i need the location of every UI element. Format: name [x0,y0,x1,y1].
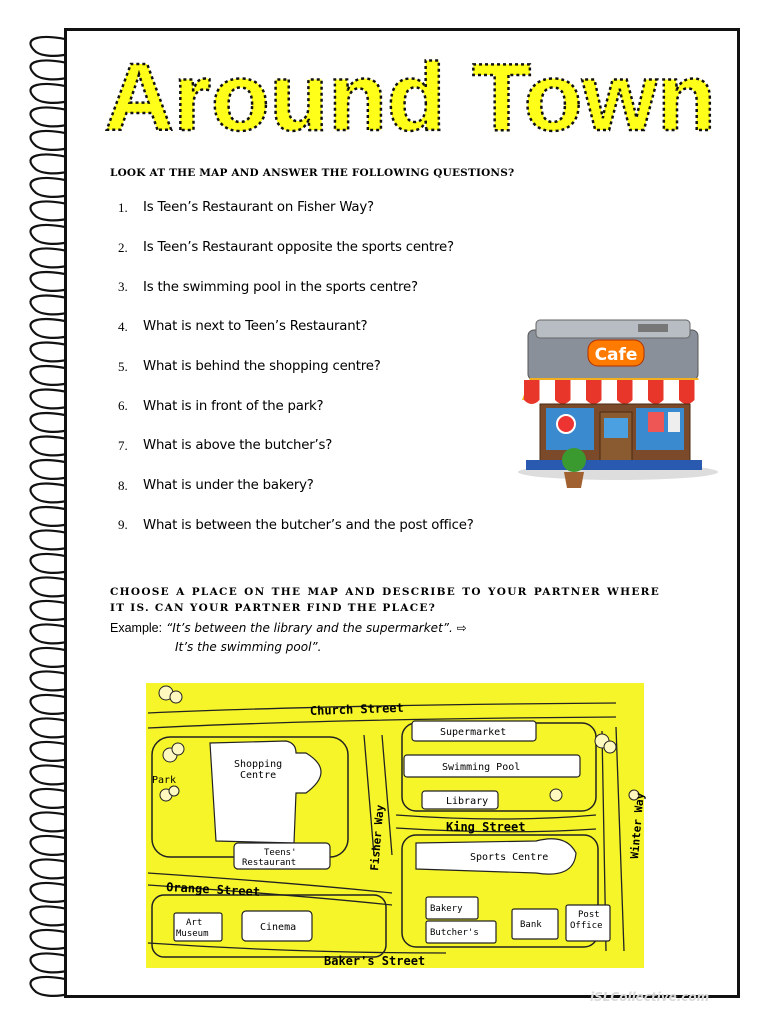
question-item [118,386,518,426]
question-item [118,466,518,506]
question-number: 1. [118,199,128,215]
cafe-illustration [508,300,720,498]
label-post-1: Post [578,910,600,920]
question-text: Is Teen’s Restaurant opposite the sports centre? [143,240,454,256]
question-item [118,307,518,347]
label-sports-centre: Sports Centre [470,852,549,863]
awning-stripe [571,380,587,404]
question-list [118,188,518,545]
awning-stripe [602,380,618,404]
town-map [146,683,647,968]
question-number: 3. [118,279,128,295]
question-item [118,267,518,307]
instruction-describe: CHOOSE A PLACE ON THE MAP AND DESCRIBE TO YOUR PARTNER WHERE IT IS. CAN YOUR PARTNER FIND THE PLACE? [110,586,660,614]
awning-stripe [664,380,680,404]
awning-stripe [679,380,695,404]
awning-stripe [586,380,602,404]
question-item [118,347,518,387]
awning-stripe [555,380,571,404]
label-shopping-1: Shopping [234,759,283,770]
watermark: iSLCollective.com [590,990,710,1004]
label-bank: Bank [520,920,542,930]
awning-stripe [540,380,556,404]
question-text: Is the swimming pool in the sports centre? [143,279,418,295]
label-teens-1: Teens' [264,848,297,858]
label-art-2: Museum [176,929,209,939]
question-item [118,426,518,466]
question-number: 6. [118,398,128,414]
awning-stripe [617,380,633,404]
label-art-1: Art [186,918,203,928]
label-church-street: Church Street [309,700,404,718]
question-number: 4. [118,318,128,334]
question-text: What is above the butcher’s? [143,438,333,454]
question-number: 2. [118,239,128,255]
label-teens-2: Restaurant [242,858,297,868]
question-text: What is between the butcher’s and the post office? [143,517,474,533]
instruction-questions: LOOK AT THE MAP AND ANSWER THE FOLLOWING QUESTIONS? [110,167,515,179]
title-text: Around Town [104,44,716,151]
question-item [118,188,518,228]
question-text: What is under the bakery? [143,478,314,494]
cafe-sign: Cafe [594,345,638,365]
example-text-1: “It’s between the library and the supermarket”. ⇨ [166,621,467,635]
question-text: What is in front of the park? [143,398,324,414]
label-bakery: Bakery [430,904,463,914]
example-text-2: It’s the swimming pool”. [175,640,322,654]
question-item [118,506,518,546]
question-text: What is next to Teen’s Restaurant? [143,319,368,335]
label-park: Park [152,775,177,786]
awning-stripe [695,380,711,404]
question-number: 9. [118,517,128,533]
example-label: Example: [110,621,163,635]
question-text: Is Teen’s Restaurant on Fisher Way? [143,200,374,216]
label-fisher-way: Fisher Way [368,804,387,872]
page-title [104,38,716,158]
label-supermarket: Supermarket [440,727,507,738]
question-text: What is behind the shopping centre? [143,359,381,375]
awning-stripe [648,380,664,404]
label-king-street: King Street [446,820,526,834]
question-number: 7. [118,437,128,453]
question-item [118,228,518,268]
label-butchers: Butcher's [430,928,479,938]
label-library: Library [446,796,489,807]
label-cinema: Cinema [260,922,297,933]
awning-stripe [524,380,540,404]
label-orange-street: Orange Street [165,880,261,899]
example-line-1 [110,620,467,635]
awning-stripe [633,380,649,404]
label-swimming-pool: Swimming Pool [442,762,521,773]
label-shopping-2: Centre [240,770,277,781]
label-winter-way: Winter Way [628,792,647,860]
question-number: 5. [118,358,128,374]
label-post-2: Office [570,921,603,931]
label-bakers-street: Baker's Street [324,954,426,968]
question-number: 8. [118,477,128,493]
